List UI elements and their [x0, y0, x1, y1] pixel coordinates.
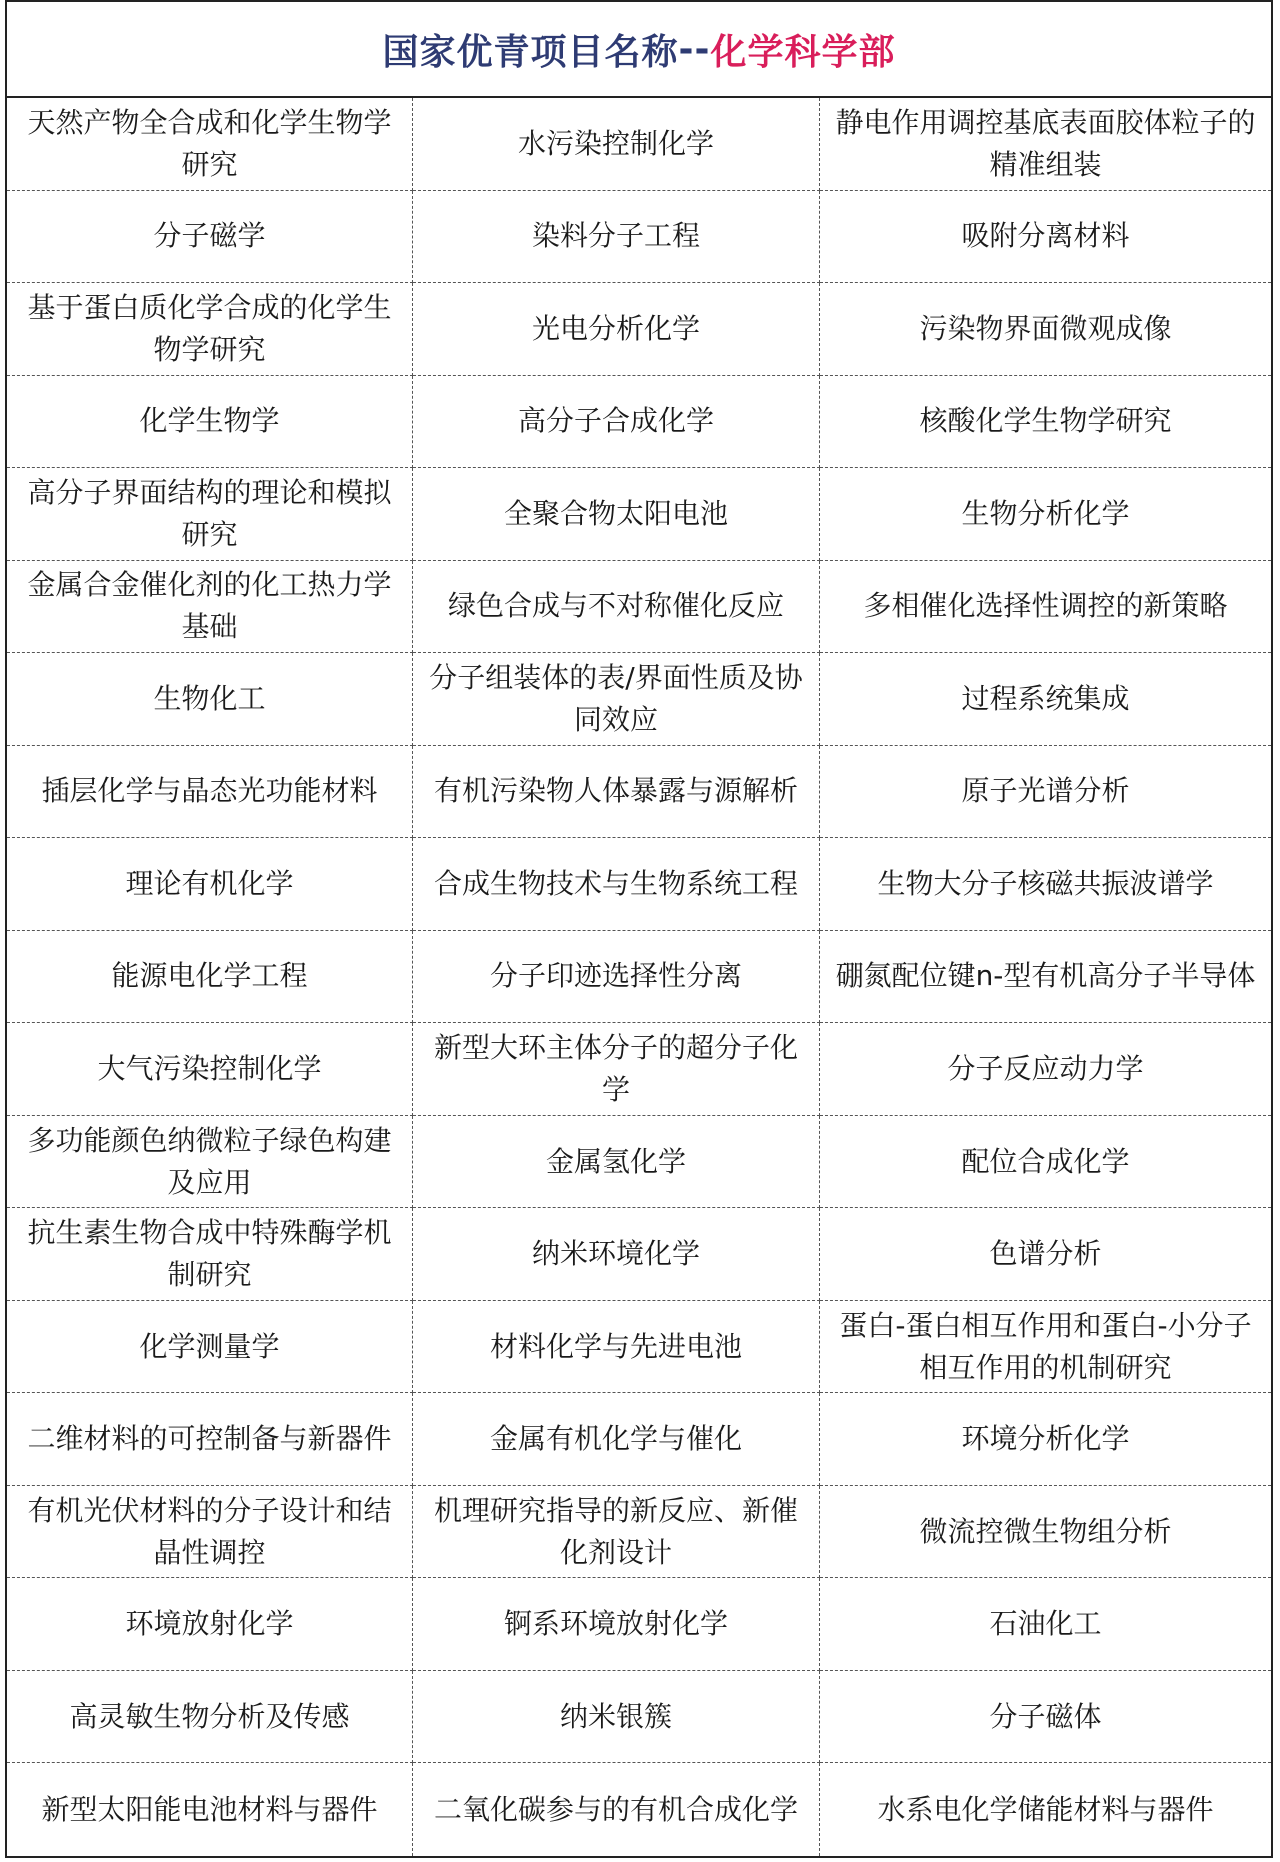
- table-cell: 染料分子工程: [413, 191, 820, 284]
- table-cell: 生物大分子核磁共振波谱学: [820, 838, 1271, 931]
- title-separator: --: [678, 28, 711, 70]
- table-cell: 全聚合物太阳电池: [413, 468, 820, 561]
- table-cell: 水污染控制化学: [413, 98, 820, 191]
- table-cell: 机理研究指导的新反应、新催化剂设计: [413, 1486, 820, 1579]
- table-cell: 生物分析化学: [820, 468, 1271, 561]
- table-cell: 分子印迹选择性分离: [413, 931, 820, 1024]
- page-title: [7, 2, 1271, 98]
- table-cell: 多功能颜色纳微粒子绿色构建及应用: [7, 1116, 413, 1209]
- table-cell: 静电作用调控基底表面胶体粒子的精准组装: [820, 98, 1271, 191]
- table-cell: 理论有机化学: [7, 838, 413, 931]
- table-cell: 高灵敏生物分析及传感: [7, 1671, 413, 1764]
- table-cell: 二维材料的可控制备与新器件: [7, 1393, 413, 1486]
- table-cell: 金属氢化学: [413, 1116, 820, 1209]
- table-cell: 分子磁体: [820, 1671, 1271, 1764]
- table-cell: 污染物界面微观成像: [820, 283, 1271, 376]
- table-cell: 微流控微生物组分析: [820, 1486, 1271, 1579]
- table-cell: 高分子界面结构的理论和模拟研究: [7, 468, 413, 561]
- title-main: 国家优青项目名称: [382, 31, 679, 73]
- table-cell: 环境分析化学: [820, 1393, 1271, 1486]
- table-cell: 分子反应动力学: [820, 1023, 1271, 1116]
- table-cell: 高分子合成化学: [413, 376, 820, 469]
- table-cell: 天然产物全合成和化学生物学研究: [7, 98, 413, 191]
- table-cell: 基于蛋白质化学合成的化学生物学研究: [7, 283, 413, 376]
- table-cell: 原子光谱分析: [820, 746, 1271, 839]
- project-table: [7, 98, 1271, 1856]
- table-cell: 能源电化学工程: [7, 931, 413, 1024]
- table-cell: 核酸化学生物学研究: [820, 376, 1271, 469]
- table-cell: 吸附分离材料: [820, 191, 1271, 284]
- table-cell: 生物化工: [7, 653, 413, 746]
- table-cell: 色谱分析: [820, 1208, 1271, 1301]
- table-cell: 光电分析化学: [413, 283, 820, 376]
- table-cell: 水系电化学储能材料与器件: [877, 1792, 1214, 1826]
- table-cell: 绿色合成与不对称催化反应: [413, 561, 820, 654]
- table-cell: 化学测量学: [7, 1301, 413, 1394]
- table-cell: 抗生素生物合成中特殊酶学机制研究: [7, 1208, 413, 1301]
- table-cell: 过程系统集成: [820, 653, 1271, 746]
- table-cell: 环境放射化学: [7, 1578, 413, 1671]
- table-cell: 分子组装体的表/界面性质及协同效应: [413, 653, 820, 746]
- table-frame: [5, 0, 1273, 1858]
- table-cell: 多相催化选择性调控的新策略: [820, 561, 1271, 654]
- table-cell: 配位合成化学: [820, 1116, 1271, 1209]
- table-cell: 新型大环主体分子的超分子化学: [413, 1023, 820, 1116]
- table-cell: 有机污染物人体暴露与源解析: [413, 746, 820, 839]
- table-cell: 化学生物学: [7, 376, 413, 469]
- table-cell: 有机光伏材料的分子设计和结晶性调控: [7, 1486, 413, 1579]
- table-cell: 合成生物技术与生物系统工程: [413, 838, 820, 931]
- table-cell: 蛋白-蛋白相互作用和蛋白-小分子相互作用的机制研究: [820, 1301, 1271, 1394]
- table-cell: 石油化工: [820, 1578, 1271, 1671]
- table-cell: 插层化学与晶态光功能材料: [7, 746, 413, 839]
- table-cell: 金属合金催化剂的化工热力学基础: [7, 561, 413, 654]
- table-cell: 金属有机化学与催化: [413, 1393, 820, 1486]
- table-cell: 分子磁学: [7, 191, 413, 284]
- table-cell: 材料化学与先进电池: [413, 1301, 820, 1394]
- table-cell: 大气污染控制化学: [7, 1023, 413, 1116]
- table-cell: 硼氮配位键n-型有机高分子半导体: [820, 931, 1271, 1024]
- table-cell: 纳米环境化学: [413, 1208, 820, 1301]
- table-cell: 二氧化碳参与的有机合成化学: [413, 1763, 820, 1856]
- table-cell: 锕系环境放射化学: [413, 1578, 820, 1671]
- table-cell: 新型太阳能电池材料与器件: [7, 1763, 413, 1856]
- title-accent: 化学科学部: [710, 31, 896, 73]
- table-cell: 纳米银簇: [413, 1671, 820, 1764]
